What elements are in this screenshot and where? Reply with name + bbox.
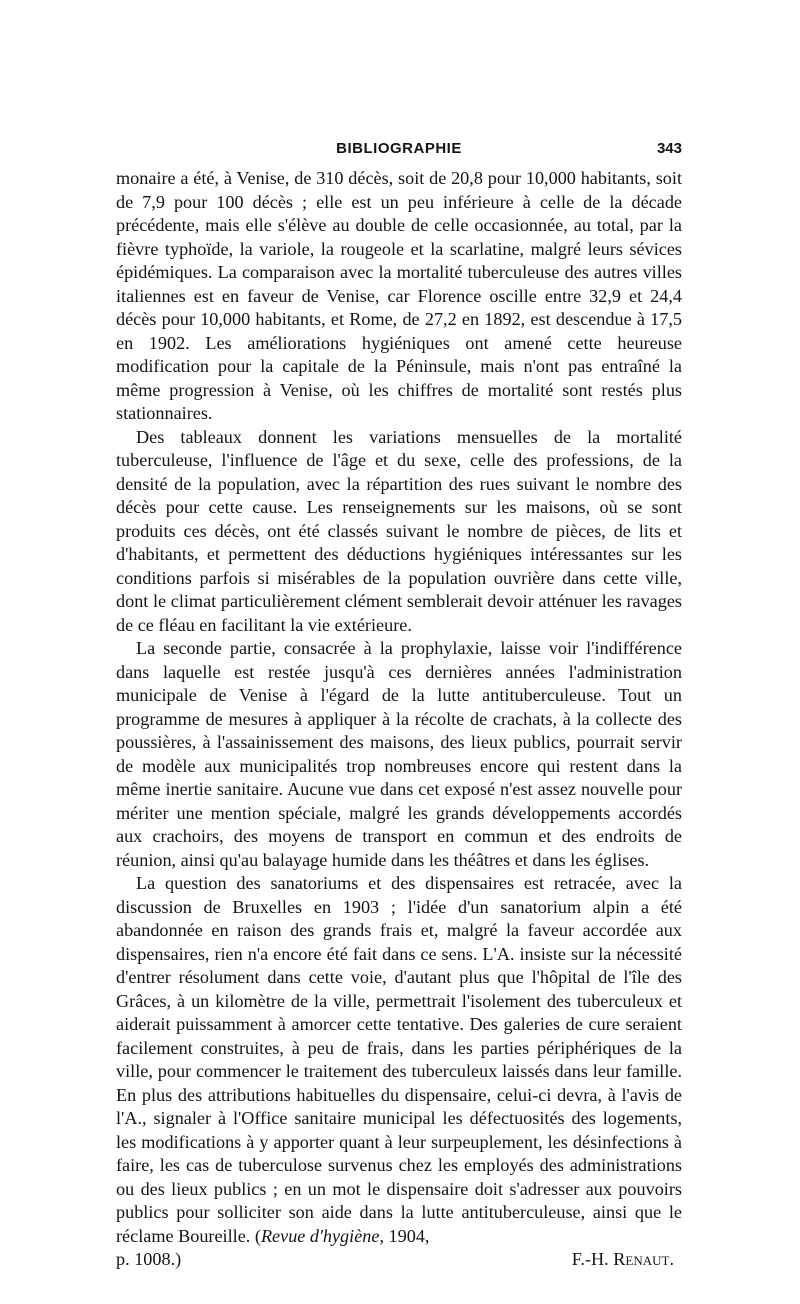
paragraph-text: La question des sanatoriums et des dispensaires est retracée, avec la discussion de Bruxelles en 1903 ; l'idée d'un sanatorium alpin a été abandonnée en raison des grands frais et, malgré la faveur accordée aux dispensaires, rien n'a encore été fait dans ce sens. L'A. insiste sur la nécessité d'entrer résolument dans cette voie, d'autant plus que l'hôpital de l'île des Grâces, à un kilomètre de la ville, permettrait l'isolement des tuberculeux et aiderait puissamment à amorcer cette tentative. Des galeries de cure seraient facilement construites, à peu de frais, dans les parties périphériques de la ville, pour commencer le traitement des tuberculeux laissés dans leur famille. En plus des attributions habituelles du dispensaire, celui-ci devra, à l'avis de l'A., signaler à l'Office sanitaire municipal les défectuosités des logements, les modifications à y apporter quant à leur surpeuplement, les désinfections à faire, les cas de tuberculose survenus chez les employés des administrations ou des lieux publics ; en un mot le dispensaire doit s'adresser aux pouvoirs publics pour solliciter son aide dans la lutte antituberculeuse, ainsi que le réclame Boureille. <box>116 873 682 1246</box>
signature-line <box>116 1248 682 1272</box>
paragraph: monaire a été, à Venise, de 310 décès, soit de 20,8 pour 10,000 habitants, soit de 7,9 pour 100 décès ; elle est un peu inférieure à celle de la décade précédente, mais elle s'élève au double de celle occasionnée, au total, par la fièvre typhoïde, la variole, la rougeole et la scarlatine, malgré leurs sévices épidémiques. La comparaison avec la mortalité tuberculeuse des autres villes italiennes est en faveur de Venise, car Florence oscille entre 32,9 et 24,4 décès pour 10,000 habitants, et Rome, de 27,2 en 1892, est descendue à 17,5 en 1902. Les améliorations hygiéniques ont amené cette heureuse modification pour la capitale de la Péninsule, mais n'ont pas entraîné la même progression à Venise, où les chiffres de mortalité sont restés plus stationnaires. <box>116 168 682 423</box>
body-text <box>116 167 682 1272</box>
citation-year: , 1904, <box>379 1225 430 1246</box>
paragraph: La seconde partie, consacrée à la prophylaxie, laisse voir l'indifférence dans laquelle est restée jusqu'à ces dernières années l'administration municipale de Venise à l'égard de la lutte antituberculeuse. Tout un programme de mesures à appliquer à la récolte de crachats, à la collecte des poussières, à l'assainissement des maisons, des lieux publics, pourrait servir de modèle aux municipalités trop nombreuses encore qui restent dans la même inertie sanitaire. Aucune vue dans cet exposé n'est assez nouvelle pour mériter une mention spéciale, malgré les grands développements accordés aux crachoirs, des moyens de transport en commun et des endroits de réunion, ainsi qu'au balayage humide dans les théâtres et dans les églises. <box>116 638 682 870</box>
paragraph: Des tableaux donnent les variations mensuelles de la mortalité tuberculeuse, l'influence de l'âge et du sexe, celle des professions, de la densité de la population, avec la répartition des rues suivant le nombre des décès pour cette cause. Les renseignements sur les maisons, où se sont produits ces décès, ont été classés suivant le nombre de pièces, de lits et d'habitants, et permettent des déductions hygiéniques intéressantes sur les conditions parfois si misérables de la population ouvrière dans cette ville, dont le climat particulièrement clément semblerait devoir atténuer les ravages de ce fléau en facilitant la vie extérieure. <box>116 426 682 635</box>
author-name: Renaut. <box>613 1249 674 1269</box>
page-number: 343 <box>656 140 682 157</box>
author-initials: F.-H. <box>571 1249 614 1269</box>
citation-open: ( <box>254 1225 261 1246</box>
citation-pages: p. 1008.) <box>116 1249 182 1269</box>
paragraph-last <box>116 872 682 1248</box>
page-header <box>116 140 682 162</box>
running-title: BIBLIOGRAPHIE <box>336 140 462 157</box>
citation-source: Revue d'hygiène <box>260 1225 380 1246</box>
author-signature <box>572 1248 682 1272</box>
